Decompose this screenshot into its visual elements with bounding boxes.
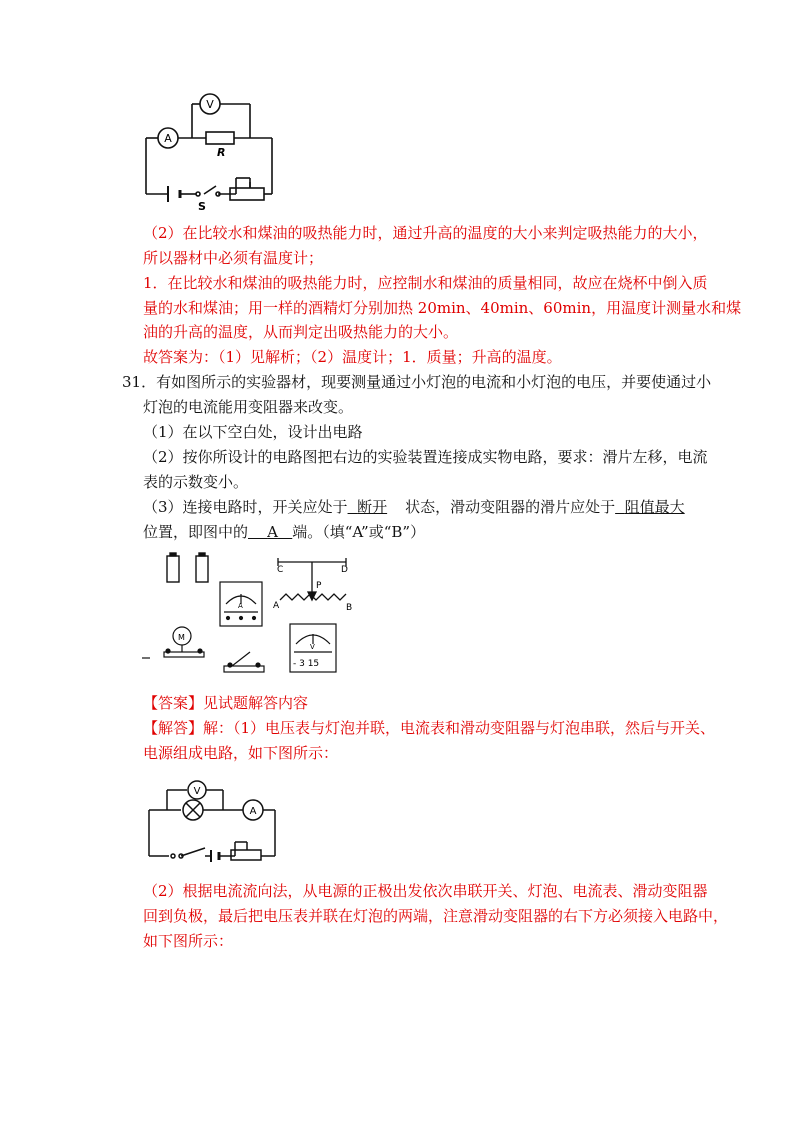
solution2-line-1: （2）根据电流流向法，从电源的正极出发依次串联开关、灯泡、电流表、滑动变阻器 <box>143 882 708 900</box>
rheostat-c-label: C <box>277 565 284 575</box>
q31-sub-2-line-1: （2）按你所设计的电路图把右边的实验装置连接成实物电路，要求：滑片左移，电流 <box>143 448 708 466</box>
solution2-line-3: 如下图所示： <box>143 932 234 950</box>
part2-line-1: （2）在比较水和煤油的吸热能力时，通过升高的温度的大小来判定吸热能力的大小， <box>143 224 708 242</box>
blank-end <box>248 523 292 541</box>
voltmeter-scale-label: - 3 15 <box>293 659 320 669</box>
q31-stem-line-1: 31．有如图所示的实验器材，现要测量通过小灯泡的电流和小灯泡的电压，并要使通过小 <box>122 373 712 391</box>
part3-line-2: 量的水和煤油；用一样的酒精灯分别加热 20min、40min、60min，用温度计测量水和煤 <box>143 299 742 317</box>
sub4-suffix: 端。（填“A”或“B”） <box>292 523 426 541</box>
solution2-line-2: 回到负极，最后把电压表并联在灯泡的两端，注意滑动变阻器的右下方必须接入电路中， <box>143 907 729 925</box>
q31-sub-2-line-2: 表的示数变小。 <box>143 473 249 491</box>
rheostat-p-label: P <box>316 581 322 591</box>
part3-line-3: 油的升高的温度，从而判定出吸热能力的大小。 <box>143 323 459 341</box>
part2-line-2: 所以器材中必须有温度计； <box>143 249 324 267</box>
q31-sub-1: （1）在以下空白处，设计出电路 <box>143 423 363 441</box>
solution-line-2: 电源组成电路，如下图所示： <box>143 744 339 762</box>
switch-icon <box>224 652 264 672</box>
blank-switch-state <box>348 498 406 516</box>
blank-slider-position <box>615 498 685 516</box>
battery-icon <box>167 553 208 582</box>
voltmeter-face-label: V <box>310 643 315 651</box>
rheostat-d-label: D <box>341 565 348 575</box>
sub3-mid: 状态，滑动变阻器的滑片应处于 <box>405 498 616 516</box>
part3-line-1: 1．在比较水和煤油的吸热能力时，应控制水和煤油的质量相同，故应在烧杯中倒入质 <box>143 274 708 292</box>
ammeter-face-label: A <box>238 602 243 610</box>
rheostat-icon <box>278 558 346 600</box>
blank-end-value: A <box>267 523 278 541</box>
equipment-figure <box>140 548 362 680</box>
q31-sub-3 <box>143 496 685 518</box>
answer-summary: 故答案为：（1）见解析；（2）温度计；1．质量；升高的温度。 <box>143 348 562 366</box>
circuit-diagram-2 <box>143 780 283 868</box>
lamp-icon <box>164 627 204 657</box>
sub3-prefix: （3）连接电路时，开关应处于 <box>143 498 348 516</box>
q31-sub-4 <box>143 521 425 543</box>
lamp-label: M <box>178 633 185 642</box>
voltmeter-label-2: V <box>193 786 201 797</box>
rheostat-b-label: B <box>346 603 353 613</box>
circuit-diagram-1 <box>138 90 278 212</box>
resistor-label: R <box>217 146 226 159</box>
switch-label: S <box>198 200 206 212</box>
answer-label: 【答案】见试题解答内容 <box>143 694 309 712</box>
blank-slider-position-value: 阻值最大 <box>624 498 685 516</box>
sub4-prefix: 位置，即图中的 <box>143 523 249 541</box>
rheostat-a-label: A <box>273 601 280 611</box>
voltmeter-label: V <box>206 98 214 111</box>
ammeter-label-2: A <box>249 806 257 817</box>
q31-stem-line-2: 灯泡的电流能用变阻器来改变。 <box>143 398 354 416</box>
blank-switch-state-value: 断开 <box>357 498 388 516</box>
ammeter-label: A <box>164 132 172 145</box>
solution-line-1: 【解答】解：（1）电压表与灯泡并联，电流表和滑动变阻器与灯泡串联，然后与开关、 <box>143 719 716 737</box>
